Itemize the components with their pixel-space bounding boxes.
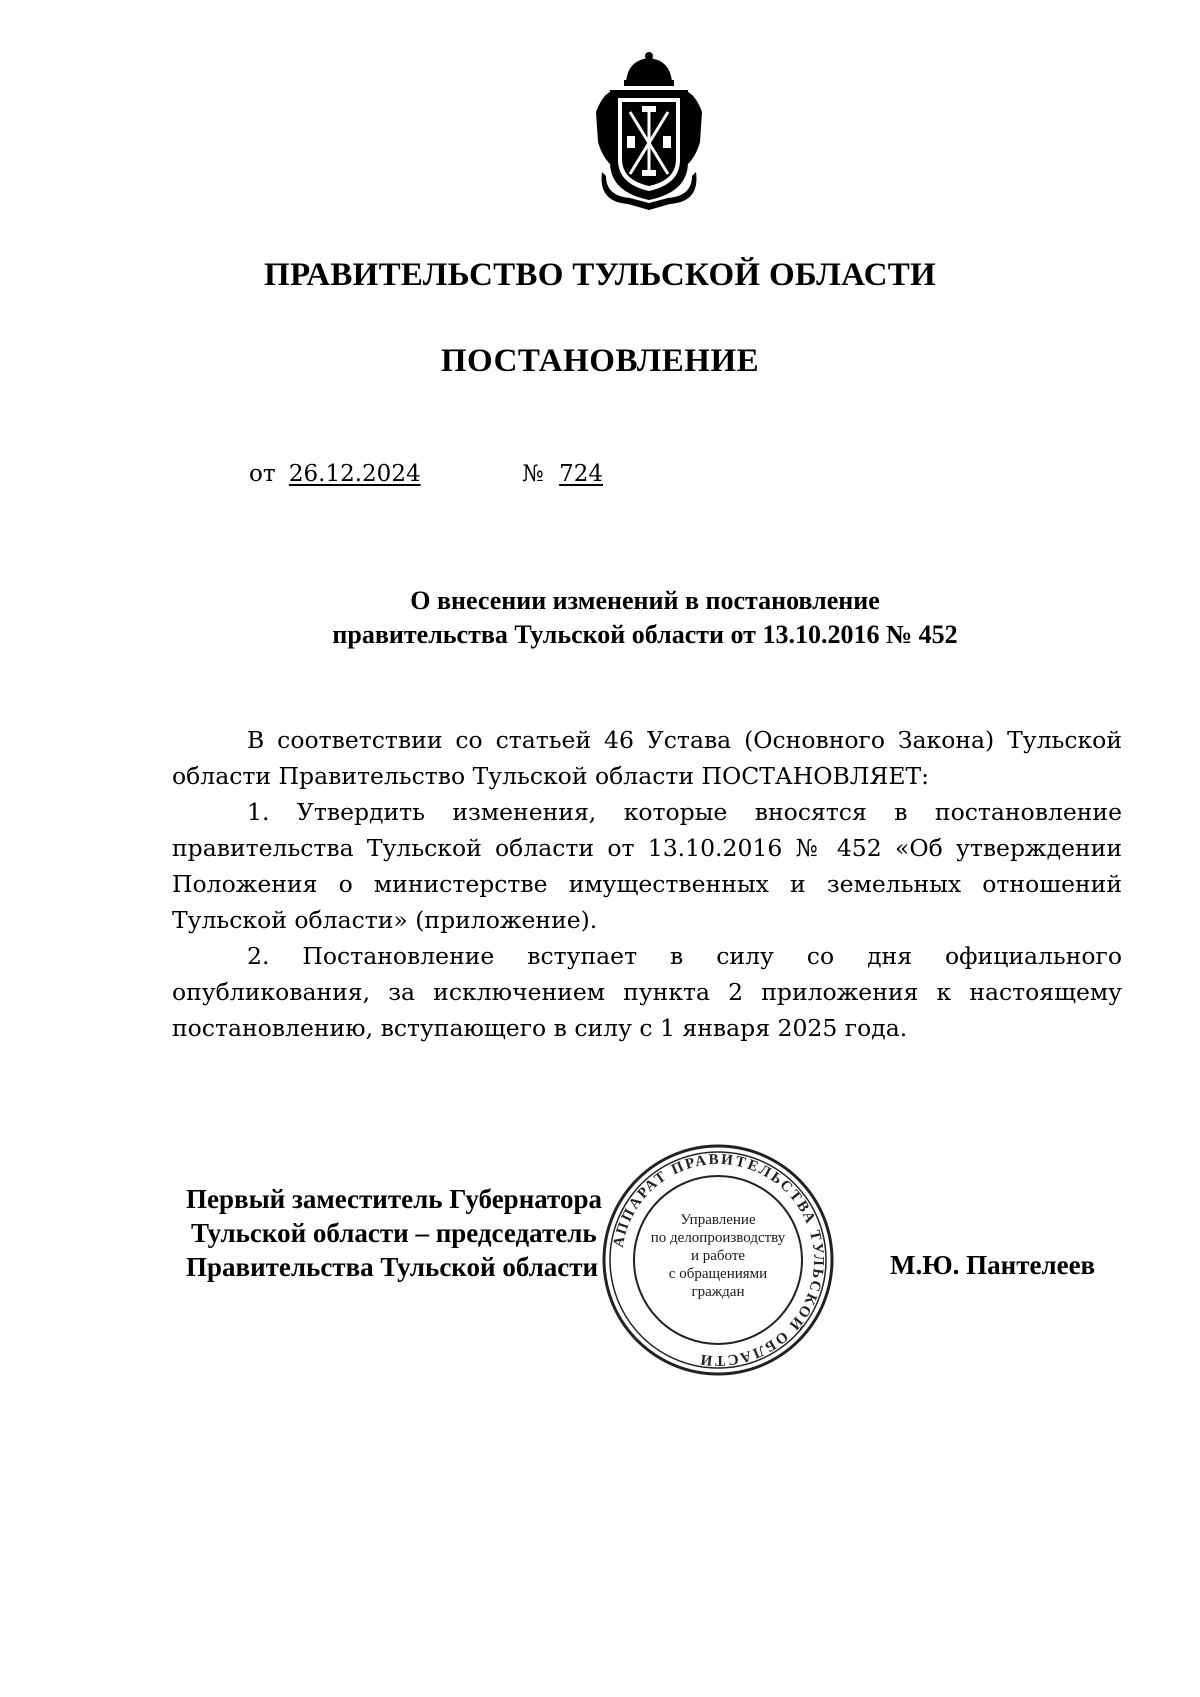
position-line-1: Первый заместитель Губернатора [186, 1184, 602, 1214]
body-paragraph-item-1: 1. Утвердить изменения, которые вносятся в постановление правительства Тульской области от 13.10.2016 № 452 «Об утверждении Положения о министерстве имущественных и земельных отношений Тульской области» (приложение). [172, 798, 1122, 934]
stamp-ring-text: АППАРАТ ПРАВИТЕЛЬСТВА ТУЛЬСКОЙ ОБЛАСТИ [610, 1151, 827, 1369]
stamp-line: Управление [680, 1212, 756, 1228]
body-paragraph-preamble: В соответствии со статьей 46 Устава (Основного Закона) Тульской области Правительство Тульской области ПОСТАНОВЛЯЕТ: [172, 726, 1122, 790]
number-value: 724 [559, 461, 603, 487]
document-type-heading: ПОСТАНОВЛЕНИЕ [440, 343, 760, 379]
document-number [522, 461, 603, 487]
document-subject [0, 584, 1200, 652]
coat-of-arms-icon [588, 52, 710, 214]
stamp-inner-text [632, 1211, 804, 1301]
document-date [249, 461, 421, 487]
date-value: 26.12.2024 [288, 461, 421, 487]
stamp-line: с обращениями [668, 1266, 768, 1282]
subject-line-2: правительства Тульской области от 13.10.2016 № 452 [332, 620, 958, 649]
number-label: № [522, 461, 544, 487]
body-paragraph-item-2: 2. Постановление вступает в силу со дня официального опубликования, за исключением пункта 2 приложения к настоящему постановлению, вступающего в силу с 1 января 2025 года. [172, 942, 1122, 1042]
signatory-name: М.Ю. Пантелеев [890, 1250, 1096, 1280]
subject-line-1: О внесении изменений в постановление [410, 586, 880, 615]
stamp-line: по делопроизводству [650, 1230, 786, 1246]
document-body [172, 722, 1122, 1046]
organization-title: ПРАВИТЕЛЬСТВО ТУЛЬСКОЙ ОБЛАСТИ [264, 257, 936, 293]
stamp-line: и работе [690, 1248, 746, 1264]
stamp-line: граждан [691, 1284, 745, 1300]
position-line-2: Тульской области – председатель [191, 1218, 597, 1248]
signatory-position [186, 1182, 602, 1284]
position-line-3: Правительства Тульской области [186, 1252, 599, 1282]
date-label: от [249, 461, 276, 487]
